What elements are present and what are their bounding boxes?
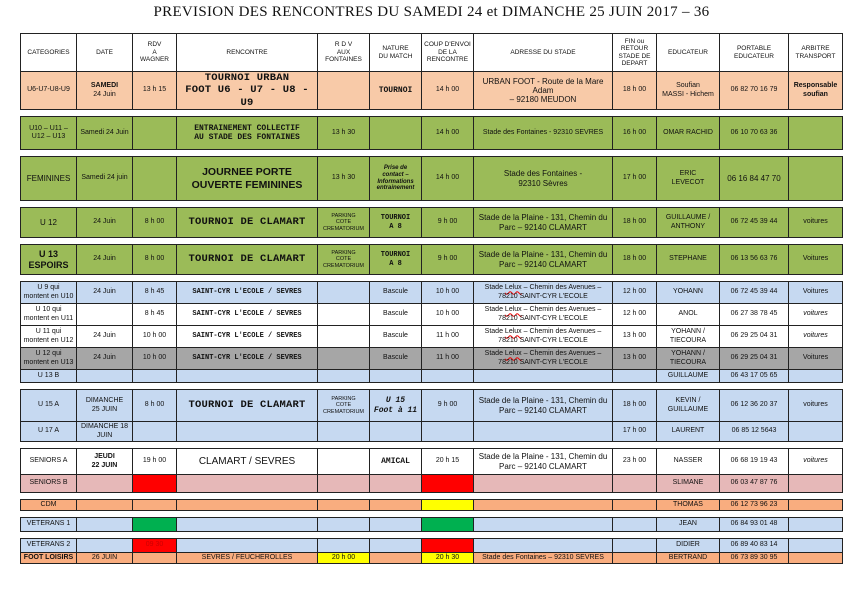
cell-portable: 06 85 12 5643: [720, 422, 789, 442]
header-rencontre: RENCONTRE: [177, 34, 318, 72]
address-part: Lelux: [504, 306, 522, 314]
cell-date: 24 Juin: [77, 245, 133, 275]
cell-category: U 17 A: [21, 422, 77, 442]
cell-nature: TOURNOI: [370, 72, 422, 110]
cell-nature: Bascule: [370, 282, 422, 304]
cell-fontaines: [318, 326, 370, 348]
cell-portable: 06 12 36 20 37: [720, 390, 789, 422]
cell-rdv: 10 h 00: [133, 348, 177, 370]
cell-rencontre: SAINT-CYR L'ECOLE / SEVRES: [177, 348, 318, 370]
cell-category: FEMININES: [21, 157, 77, 201]
cell-rdv: 8 h 45: [133, 304, 177, 326]
cell-rencontre: SAINT-CYR L'ECOLE / SEVRES: [177, 326, 318, 348]
cell-educateur: GUILLAUME: [657, 370, 720, 383]
cell-nature: U 15 Foot à 11: [370, 390, 422, 422]
cell-category: U10 – U11 – U12 – U13: [21, 117, 77, 150]
cell-rdv: [133, 157, 177, 201]
cell-portable: 06 29 25 04 31: [720, 348, 789, 370]
cell-portable: 06 03 47 87 76: [720, 475, 789, 493]
cell-date: 26 JUIN: [77, 553, 133, 564]
cell-envoi: [422, 370, 474, 383]
cell-educateur: Soufian MASSI - Hichem: [657, 72, 720, 110]
cell-portable: 06 72 45 39 44: [720, 208, 789, 238]
table-row: [21, 282, 843, 304]
cell-fontaines: [318, 370, 370, 383]
cell-arbitre: [789, 422, 843, 442]
cell-envoi: 14 h 00: [422, 117, 474, 150]
cell-educateur: SLIMANE: [657, 475, 720, 493]
cell-date: [77, 500, 133, 511]
cell-rdv: [133, 370, 177, 383]
cell-rencontre: SAINT-CYR L'ECOLE / SEVRES: [177, 282, 318, 304]
cell-rdv: 09 30: [133, 539, 177, 553]
cell-category: VETERANS 1: [21, 518, 77, 532]
row-separator: [21, 493, 843, 500]
cell-category: FOOT LOISIRS: [21, 553, 77, 564]
cell-fontaines: [318, 348, 370, 370]
header-fin: FIN ou RETOUR STADE DE DEPART: [613, 34, 657, 72]
cell-category: U 12 qui montent en U13: [21, 348, 77, 370]
row-separator: [21, 275, 843, 282]
cell-fontaines: 13 h 30: [318, 117, 370, 150]
cell-portable: 06 27 38 78 45: [720, 304, 789, 326]
cell-fontaines: [318, 282, 370, 304]
cell-envoi: 9 h 00: [422, 245, 474, 275]
table-row: [21, 208, 843, 238]
address-part: – Chemin des Avenues – 78210 SAINT-CYR L'ECOLE: [498, 328, 602, 344]
cell-educateur: YOHANN / TIECOURA: [657, 348, 720, 370]
cell-educateur: LAURENT: [657, 422, 720, 442]
cell-fin: [613, 539, 657, 553]
cell-fontaines: [318, 475, 370, 493]
cell-rencontre: TOURNOI DE CLAMART: [177, 208, 318, 238]
cell-educateur: STEPHANE: [657, 245, 720, 275]
cell-nature: [370, 518, 422, 532]
address-part: – Chemin des Avenues – 78210 SAINT-CYR L'ECOLE: [498, 284, 602, 300]
cell-rdv: [133, 422, 177, 442]
cell-category: U 12: [21, 208, 77, 238]
cell-date: [77, 370, 133, 383]
cell-date: [77, 518, 133, 532]
cell-portable: 06 43 17 05 65: [720, 370, 789, 383]
cell-adresse: Stade de la Plaine - 131, Chemin du Parc – 92140 CLAMART: [474, 390, 613, 422]
cell-rdv: [133, 500, 177, 511]
cell-fin: 18 h 00: [613, 208, 657, 238]
table-row: [21, 553, 843, 564]
cell-adresse: [474, 304, 613, 326]
cell-fin: 12 h 00: [613, 304, 657, 326]
table-row: [21, 475, 843, 493]
cell-envoi-status: [422, 518, 474, 532]
cell-rencontre: [177, 370, 318, 383]
cell-nature: Bascule: [370, 304, 422, 326]
table-row: [21, 370, 843, 383]
cell-arbitre: [789, 475, 843, 493]
cell-category: U 13 B: [21, 370, 77, 383]
cell-arbitre: [789, 500, 843, 511]
cell-adresse: Stade de la Plaine - 131, Chemin du Parc – 92140 CLAMART: [474, 449, 613, 475]
cell-envoi: 20 h 15: [422, 449, 474, 475]
cell-adresse: Stade de la Plaine - 131, Chemin du Parc – 92140 CLAMART: [474, 245, 613, 275]
cell-fin: 13 h 00: [613, 348, 657, 370]
cell-arbitre: Voitures: [789, 348, 843, 370]
cell-portable: 06 29 25 04 31: [720, 326, 789, 348]
cell-rdv: 8 h 45: [133, 282, 177, 304]
cell-fin: 17 h 00: [613, 422, 657, 442]
cell-envoi: 9 h 00: [422, 208, 474, 238]
cell-category: U 13 ESPOIRS: [21, 245, 77, 275]
cell-envoi: 9 h 00: [422, 390, 474, 422]
address-part: – Chemin des Avenues – 78210 SAINT-CYR L'ECOLE: [498, 350, 602, 366]
header-arbitre: ARBITRE TRANSPORT: [789, 34, 843, 72]
table-row: [21, 157, 843, 201]
cell-portable: 06 84 93 01 48: [720, 518, 789, 532]
header-rdv-fontaines: R D V AUX FONTAINES: [318, 34, 370, 72]
cell-rencontre: TOURNOI DE CLAMART: [177, 245, 318, 275]
cell-rdv-status: [133, 475, 177, 493]
cell-envoi: 20 h 30: [422, 553, 474, 564]
cell-arbitre: Voitures: [789, 245, 843, 275]
cell-rencontre: JOURNEE PORTE OUVERTE FEMININES: [177, 157, 318, 201]
cell-date: [77, 539, 133, 553]
cell-fontaines: 13 h 30: [318, 157, 370, 201]
cell-category: SENIORS B: [21, 475, 77, 493]
cell-date: 24 Juin: [77, 282, 133, 304]
header-rdv-wagner: RDV A WAGNER: [133, 34, 177, 72]
cell-arbitre: [789, 157, 843, 201]
cell-arbitre: voitures: [789, 449, 843, 475]
date-value: 24 Juin: [93, 90, 116, 98]
cell-fontaines: [318, 539, 370, 553]
table-row: [21, 72, 843, 110]
cell-category: U6-U7-U8-U9: [21, 72, 77, 110]
cell-category: CDM: [21, 500, 77, 511]
cell-fin: 17 h 00: [613, 157, 657, 201]
cell-rencontre: CLAMART / SEVRES: [177, 449, 318, 475]
cell-adresse: [474, 326, 613, 348]
cell-arbitre: voitures: [789, 326, 843, 348]
cell-rdv: 10 h 00: [133, 326, 177, 348]
cell-portable: 06 68 19 19 43: [720, 449, 789, 475]
table-row: [21, 500, 843, 511]
cell-envoi: 11 h 00: [422, 348, 474, 370]
table-row: [21, 539, 843, 553]
cell-educateur: BERTRAND: [657, 553, 720, 564]
table-row: [21, 348, 843, 370]
cell-adresse: Stade des Fontaines – 92310 SEVRES: [474, 553, 613, 564]
address-part: Stade: [484, 306, 505, 314]
cell-envoi: 11 h 00: [422, 326, 474, 348]
cell-envoi-status: [422, 539, 474, 553]
cell-nature: Bascule: [370, 348, 422, 370]
cell-fontaines: [318, 422, 370, 442]
cell-educateur: ANOL: [657, 304, 720, 326]
cell-fin: [613, 500, 657, 511]
cell-fin: [613, 518, 657, 532]
row-separator: [21, 238, 843, 245]
cell-fontaines: [318, 304, 370, 326]
cell-category: VETERANS 2: [21, 539, 77, 553]
table-row: [21, 449, 843, 475]
cell-nature: [370, 475, 422, 493]
cell-fontaines: PARKING COTE CREMATORIUM: [318, 390, 370, 422]
cell-arbitre: voitures: [789, 208, 843, 238]
cell-fontaines: [318, 500, 370, 511]
cell-educateur: DIDIER: [657, 539, 720, 553]
cell-arbitre: [789, 518, 843, 532]
cell-date: [77, 475, 133, 493]
table-row: [21, 518, 843, 532]
cell-arbitre: voitures: [789, 304, 843, 326]
cell-envoi: 14 h 00: [422, 157, 474, 201]
table-row: [21, 326, 843, 348]
cell-fin: 23 h 00: [613, 449, 657, 475]
header-date: DATE: [77, 34, 133, 72]
cell-rencontre: SAINT-CYR L'ECOLE / SEVRES: [177, 304, 318, 326]
cell-arbitre: Responsable soufian: [789, 72, 843, 110]
cell-date: 24 Juin: [77, 326, 133, 348]
cell-fin: 18 h 00: [613, 72, 657, 110]
table-row: [21, 390, 843, 422]
cell-envoi: 10 h 00: [422, 282, 474, 304]
cell-rencontre: [177, 475, 318, 493]
cell-envoi-status: [422, 500, 474, 511]
table-row: [21, 245, 843, 275]
cell-rdv-status: [133, 518, 177, 532]
cell-adresse: [474, 539, 613, 553]
cell-date: [77, 304, 133, 326]
cell-rencontre: [177, 422, 318, 442]
address-part: Lelux: [504, 350, 522, 358]
cell-educateur: THOMAS: [657, 500, 720, 511]
cell-nature: [370, 422, 422, 442]
cell-arbitre: voitures: [789, 390, 843, 422]
cell-portable: 06 13 56 63 76: [720, 245, 789, 275]
cell-adresse: Stade de la Plaine - 131, Chemin du Parc – 92140 CLAMART: [474, 208, 613, 238]
cell-category: U 15 A: [21, 390, 77, 422]
cell-fontaines: [318, 449, 370, 475]
header-row: [21, 34, 843, 72]
cell-date: Samedi 24 Juin: [77, 117, 133, 150]
cell-adresse: [474, 282, 613, 304]
table-row: [21, 117, 843, 150]
address-part: Stade: [484, 350, 505, 358]
cell-date: [77, 72, 133, 110]
cell-rdv: [133, 117, 177, 150]
address-part: Stade: [484, 328, 505, 336]
cell-date: DIMANCHE 25 JUIN: [77, 390, 133, 422]
address-part: Lelux: [504, 328, 522, 336]
cell-date: JEUDI 22 JUIN: [77, 449, 133, 475]
cell-educateur: YOHANN: [657, 282, 720, 304]
cell-portable: 06 16 84 47 70: [720, 157, 789, 201]
cell-fontaines: PARKING COTE CREMATORIUM: [318, 208, 370, 238]
cell-portable: 06 72 45 39 44: [720, 282, 789, 304]
cell-rdv: 19 h 00: [133, 449, 177, 475]
cell-fin: 16 h 00: [613, 117, 657, 150]
header-categories: CATEGORIES: [21, 34, 77, 72]
cell-envoi: 10 h 00: [422, 304, 474, 326]
page-title: PREVISION DES RENCONTRES DU SAMEDI 24 et DIMANCHE 25 JUIN 2017 – 36: [153, 4, 710, 20]
cell-nature: [370, 117, 422, 150]
cell-adresse: Stade des Fontaines - 92310 Sèvres: [474, 157, 613, 201]
cell-fontaines: PARKING COTE CREMATORIUM: [318, 245, 370, 275]
header-adresse: ADRESSE DU STADE: [474, 34, 613, 72]
cell-fin: 12 h 00: [613, 282, 657, 304]
cell-category: U 9 qui montent en U10: [21, 282, 77, 304]
cell-nature: AMICAL: [370, 449, 422, 475]
header-nature: NATURE DU MATCH: [370, 34, 422, 72]
cell-rdv: [133, 553, 177, 564]
cell-date: 24 Juin: [77, 348, 133, 370]
cell-rencontre: [177, 500, 318, 511]
schedule-table: [20, 33, 843, 564]
cell-category: U 11 qui montent en U12: [21, 326, 77, 348]
table-row: [21, 304, 843, 326]
cell-rdv: 8 h 00: [133, 390, 177, 422]
cell-rencontre: [177, 539, 318, 553]
cell-fontaines: [318, 72, 370, 110]
cell-adresse: URBAN FOOT - Route de la Mare Adam – 92180 MEUDON: [474, 72, 613, 110]
row-separator: [21, 201, 843, 208]
cell-category: SENIORS A: [21, 449, 77, 475]
cell-portable: 06 10 70 63 36: [720, 117, 789, 150]
row-separator: [21, 383, 843, 390]
cell-adresse: [474, 500, 613, 511]
cell-adresse: Stade des Fontaines - 92310 SEVRES: [474, 117, 613, 150]
cell-educateur: ERIC LEVECOT: [657, 157, 720, 201]
cell-educateur: KEVIN / GUILLAUME: [657, 390, 720, 422]
address-part: Lelux: [504, 284, 522, 292]
cell-rdv: 8 h 00: [133, 208, 177, 238]
cell-nature: Prise de contact – Informations entrainement: [370, 157, 422, 201]
cell-date: Samedi 24 juin: [77, 157, 133, 201]
cell-fontaines: 20 h 00: [318, 553, 370, 564]
cell-arbitre: [789, 370, 843, 383]
date-day: SAMEDI: [90, 82, 119, 90]
cell-nature: [370, 539, 422, 553]
row-separator: [21, 442, 843, 449]
cell-fin: 18 h 00: [613, 390, 657, 422]
row-separator: [21, 532, 843, 539]
cell-category: U 10 qui montent en U11: [21, 304, 77, 326]
cell-rdv: 8 h 00: [133, 245, 177, 275]
cell-educateur: GUILLAUME / ANTHONY: [657, 208, 720, 238]
cell-fin: [613, 370, 657, 383]
header-coup-envoi: COUP D'ENVOI DE LA RENCONTRE: [422, 34, 474, 72]
cell-educateur: OMAR RACHID: [657, 117, 720, 150]
cell-envoi-status: [422, 475, 474, 493]
row-separator: [21, 150, 843, 157]
table-row: [21, 422, 843, 442]
cell-rdv: 13 h 15: [133, 72, 177, 110]
cell-adresse: [474, 422, 613, 442]
cell-nature: [370, 553, 422, 564]
cell-fin: [613, 475, 657, 493]
address-part: – Chemin des Avenues – 78210 SAINT-CYR L'ECOLE: [498, 306, 602, 322]
row-separator: [21, 511, 843, 518]
cell-nature: TOURNOI A 8: [370, 245, 422, 275]
cell-envoi: 14 h 00: [422, 72, 474, 110]
cell-nature: [370, 500, 422, 511]
header-portable: PORTABLE EDUCATEUR: [720, 34, 789, 72]
cell-portable: 06 12 73 96 23: [720, 500, 789, 511]
cell-date: 24 Juin: [77, 208, 133, 238]
cell-adresse: [474, 348, 613, 370]
cell-portable: 06 89 40 83 14: [720, 539, 789, 553]
cell-arbitre: [789, 539, 843, 553]
cell-rencontre: ENTRAINEMENT COLLECTIF AU STADE DES FONTAINES: [177, 117, 318, 150]
cell-fin: [613, 553, 657, 564]
cell-rencontre: TOURNOI DE CLAMART: [177, 390, 318, 422]
header-educateur: EDUCATEUR: [657, 34, 720, 72]
cell-nature: TOURNOI A 8: [370, 208, 422, 238]
cell-adresse: [474, 475, 613, 493]
cell-educateur: JEAN: [657, 518, 720, 532]
cell-educateur: YOHANN / TIECOURA: [657, 326, 720, 348]
cell-rencontre: TOURNOI URBAN FOOT U6 - U7 - U8 - U9: [177, 72, 318, 110]
cell-rencontre: [177, 518, 318, 532]
cell-arbitre: Voitures: [789, 282, 843, 304]
cell-fin: 13 h 00: [613, 326, 657, 348]
cell-portable: 06 82 70 16 79: [720, 72, 789, 110]
cell-rencontre: SEVRES / FEUCHEROLLES: [177, 553, 318, 564]
cell-portable: 06 73 89 30 95: [720, 553, 789, 564]
cell-envoi: [422, 422, 474, 442]
cell-nature: Bascule: [370, 326, 422, 348]
cell-arbitre: [789, 553, 843, 564]
cell-adresse: [474, 518, 613, 532]
address-part: Stade: [484, 284, 505, 292]
row-separator: [21, 110, 843, 117]
cell-adresse: [474, 370, 613, 383]
cell-arbitre: [789, 117, 843, 150]
cell-educateur: NASSER: [657, 449, 720, 475]
cell-fontaines: [318, 518, 370, 532]
cell-date: DIMANCHE 18 JUIN: [77, 422, 133, 442]
cell-nature: [370, 370, 422, 383]
cell-fin: 18 h 00: [613, 245, 657, 275]
